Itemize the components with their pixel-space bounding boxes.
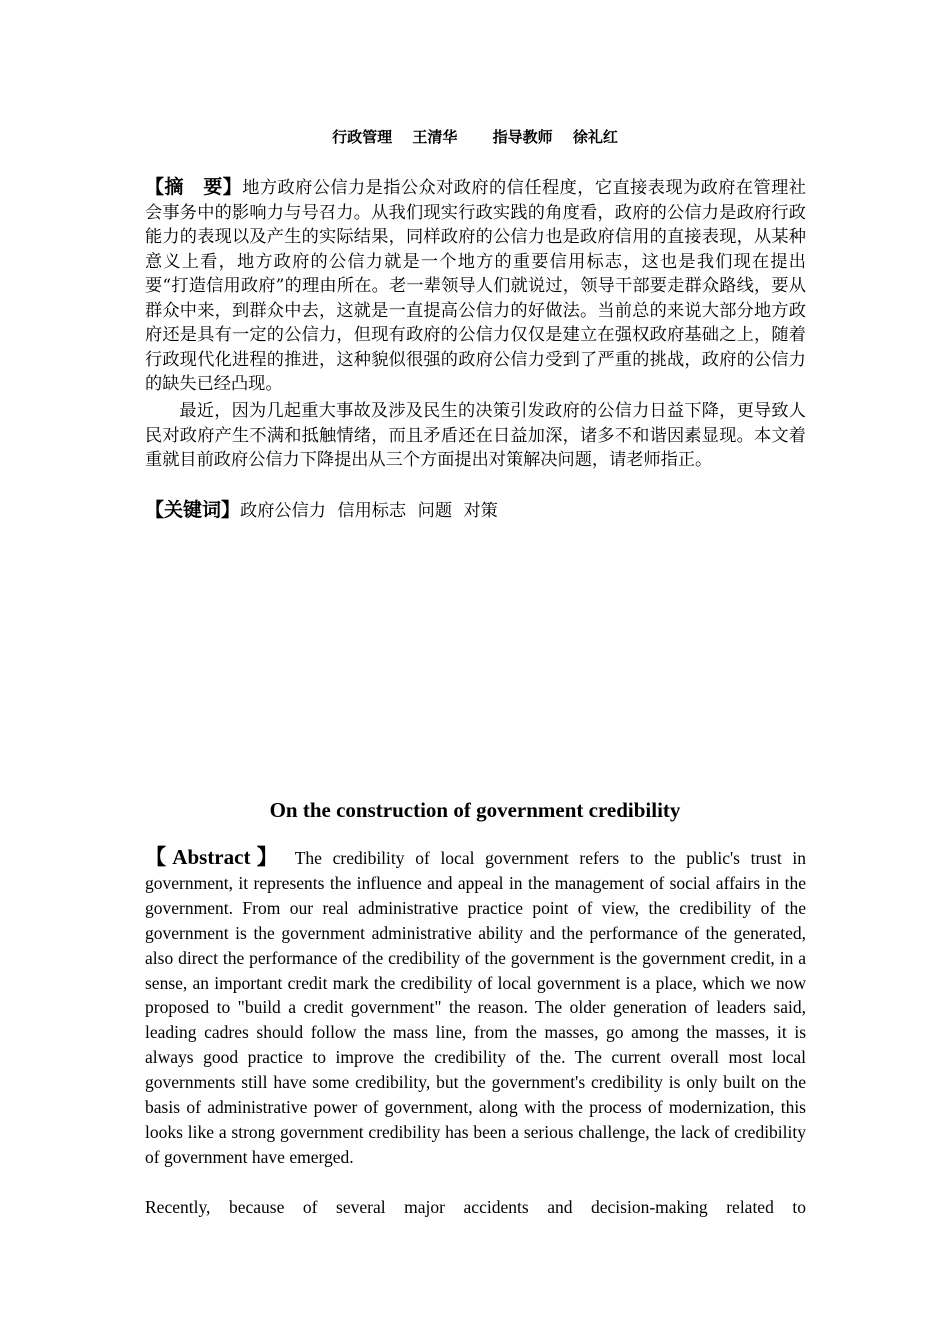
chinese-abstract-text: 地方政府公信力是指公众对政府的信任程度，它直接表现为政府在管理社会事务中的影响力与号召力。从我们现实行政实践的角度看，政府的公信力是政府行政能力的表现以及产生的实际结果，同样政府的公信力也是政府信用的直接表现，从某种意义上看，地方政府的公信力就是一个地方的重要信用标志，这也是我们现在提出要“打造信用政府”的理由所在。老一辈领导人们就说过，领导干部要走群众路线，要从群众中来，到群众中去，这就是一直提高公信力的好做法。当前总的来说大部分地方政府还是具有一定的公信力，但现有政府的公信力仅仅是建立在强权政府基础之上，随着行政现代化进程的推进，这种貌似很强的政府公信力受到了严重的挑战，政府的公信力的缺失已经凸现。: [145, 178, 806, 394]
english-abstract: [145, 845, 806, 1170]
major: 行政管理: [332, 128, 393, 146]
keywords-text: 政府公信力 信用标志 问题 对策: [240, 501, 498, 521]
advisor-label: 指导教师: [492, 128, 553, 146]
chinese-abstract-paragraph-2: 最近，因为几起重大事故及涉及民生的决策引发政府的公信力日益下降，更导致人民对政府产生不满和抵触情绪，而且矛盾还在日益加深，诸多不和谐因素显现。本文着重就目前政府公信力下降提出从三个方面提出对策解决问题，请老师指正。: [145, 401, 806, 470]
student-name: 王清华: [412, 128, 458, 146]
advisor-name: 徐礼红: [572, 128, 618, 146]
english-abstract-text: The credibility of local government refers to the public's trust in government, it represents the influence and appeal in the management of social affairs in the government. From our real administrative practice point of view, the credibility of the government is the government administrative ability and the performance of the generated, also direct the performance of the credibility of the government is the government credit, in a sense, an important credit mark the credibility of local government is a place, which we now proposed to "build a credit government" the reason. The older generation of leaders said, leading cadres should follow the mass line, from the masses, go among the masses, it is always good practice to improve the credibility of the. The current overall most local governments still have some credibility, but the government's credibility is only built on the basis of administrative power of government, along with the process of modernization, this looks like a strong government credibility has been a serious challenge, the lack of credibility of government have emerged.: [145, 848, 806, 1167]
chinese-abstract-label: 【摘 要】: [145, 176, 243, 198]
keywords-label: 【关键词】: [145, 499, 241, 521]
english-title: On the construction of government credibility: [269, 798, 681, 822]
english-abstract-paragraph-2: Recently, because of several major accidents and decision-making related to: [145, 1197, 806, 1217]
author-line: [0, 126, 950, 147]
english-abstract-label: 【Abstract】: [145, 845, 285, 869]
chinese-abstract: [145, 175, 806, 397]
chinese-keywords: [145, 498, 806, 524]
